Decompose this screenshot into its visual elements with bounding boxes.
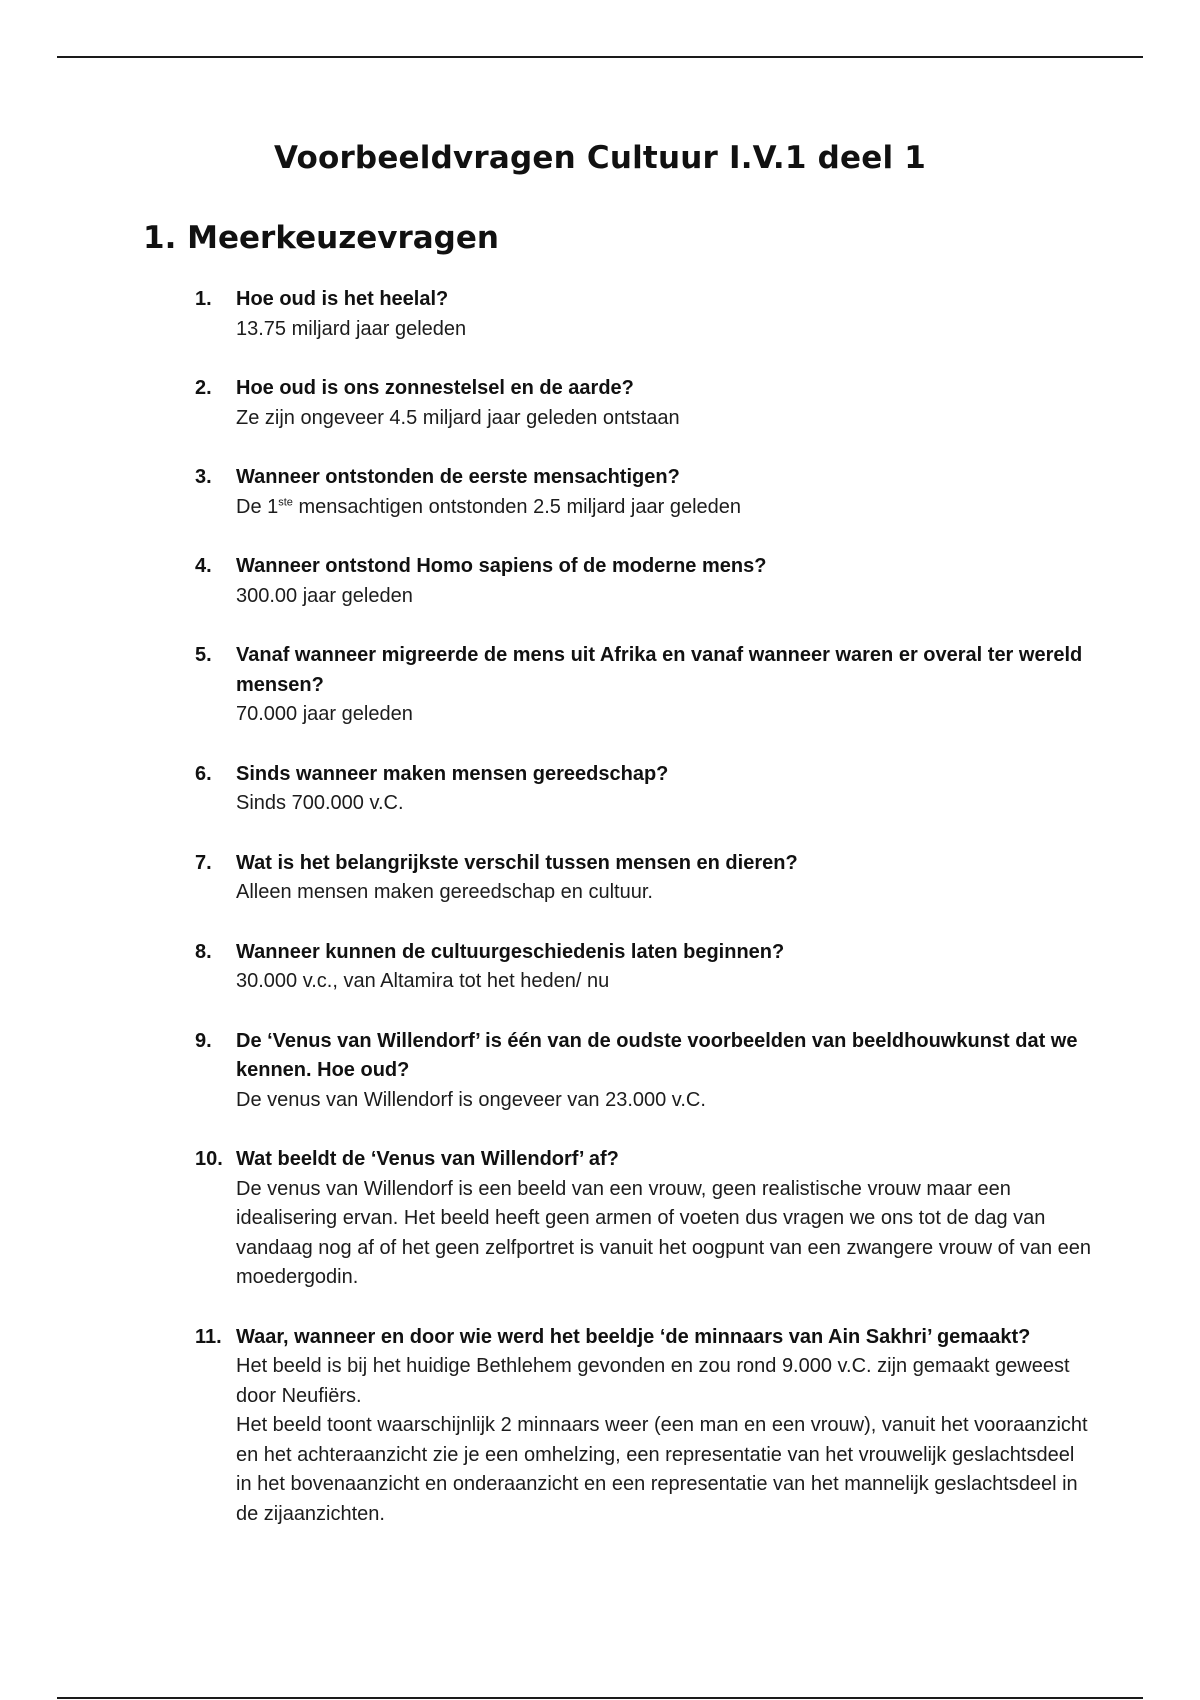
answer-text: 30.000 v.c., van Altamira tot het heden/ nu (236, 970, 610, 992)
answer-suffix: mensachtigen ontstonden 2.5 miljard jaar geleden (292, 495, 742, 518)
answer-text: 13.75 miljard jaar geleden (236, 317, 467, 340)
question-text: Wanneer kunnen de cultuurgeschiedenis laten beginnen? (236, 940, 785, 963)
list-item (195, 1027, 1095, 1116)
answer-text: 300.00 jaar geleden (236, 584, 413, 607)
answer-text: Sinds 700.000 v.C. (236, 792, 404, 814)
list-item (195, 641, 1095, 730)
answer-text: 70.000 jaar geleden (236, 703, 413, 725)
answer-prefix: De 1 (236, 495, 279, 518)
question-text: Sinds wanneer maken mensen gereedschap? (236, 762, 669, 785)
page-title: Voorbeeldvragen Cultuur I.V.1 deel 1 (273, 140, 927, 176)
question-text: Wanneer ontstonden de eerste mensachtigen? (236, 466, 680, 488)
question-text: Wat beeldt de ‘Venus van Willendorf’ af? (236, 1148, 619, 1170)
list-item (195, 760, 1095, 819)
answer-text: Ze zijn ongeveer 4.5 miljard jaar geleden ontstaan (236, 406, 680, 429)
question-text: Wat is het belangrijkste verschil tussen mensen en dieren? (236, 851, 798, 874)
answer-text: De venus van Willendorf is een beeld van een vrouw, geen realistische vrouw maar een idealisering ervan. Het beeld heeft geen armen of voeten dus vragen we ons tot de dag van vandaag nog af of het geen zelfportret is vanuit het oogpunt van een zwangere vrouw of van een moedergodin. (236, 1177, 1092, 1288)
answer-text: Alleen mensen maken gereedschap en cultuur. (236, 881, 653, 903)
list-item (195, 1323, 1095, 1530)
list-item (195, 374, 1095, 433)
question-number: 1. (195, 288, 212, 310)
question-list (195, 285, 1095, 1559)
answer-text: Het beeld is bij het huidige Bethlehem gevonden en zou rond 9.000 v.C. zijn gemaakt geweest door Neufiërs. (236, 1355, 1070, 1407)
top-rule (57, 56, 1143, 58)
question-number: 6. (195, 762, 212, 785)
question-text: Wanneer ontstond Homo sapiens of de moderne mens? (236, 555, 767, 577)
list-item (195, 1145, 1095, 1293)
question-number: 10. (195, 1148, 223, 1170)
list-item (195, 552, 1095, 611)
question-number: 7. (195, 851, 212, 874)
question-number: 8. (195, 940, 212, 963)
question-text: Hoe oud is het heelal? (236, 288, 449, 310)
question-number: 3. (195, 466, 212, 488)
question-text: Vanaf wanneer migreerde de mens uit Afrika en vanaf wanneer waren er overal ter wereld mensen? (236, 644, 1083, 696)
list-item (195, 849, 1095, 908)
list-item (195, 463, 1095, 522)
list-item (195, 285, 1095, 344)
question-text: De ‘Venus van Willendorf’ is één van de oudste voorbeelden van beeldhouwkunst dat we kennen. Hoe oud? (236, 1029, 1078, 1081)
question-text: Waar, wanneer en door wie werd het beeldje ‘de minnaars van Ain Sakhri’ gemaakt? (236, 1325, 1031, 1348)
answer-text: De venus van Willendorf is ongeveer van 23.000 v.C. (236, 1088, 706, 1111)
question-number: 9. (195, 1029, 212, 1052)
question-number: 11. (195, 1325, 222, 1348)
question-number: 5. (195, 644, 212, 666)
bottom-rule (57, 1697, 1143, 1699)
section-heading: 1. Meerkeuzevragen (143, 220, 499, 256)
list-item (195, 938, 1095, 997)
question-number: 4. (195, 555, 212, 577)
answer-text-continued: Het beeld toont waarschijnlijk 2 minnaars weer (een man en een vrouw), vanuit het vooraanzicht en het achteraanzicht zie je een omhelzing, een representatie van het vrouwelijk geslachtsdeel in het bovenaanzicht en onderaanzicht en een representatie van het mannelijk geslachtsdeel in de zijaanzichten. (236, 1414, 1088, 1525)
question-text: Hoe oud is ons zonnestelsel en de aarde? (236, 377, 634, 399)
ordinal-superscript: ste (278, 495, 293, 508)
question-number: 2. (195, 377, 212, 399)
answer-text (236, 493, 1095, 523)
